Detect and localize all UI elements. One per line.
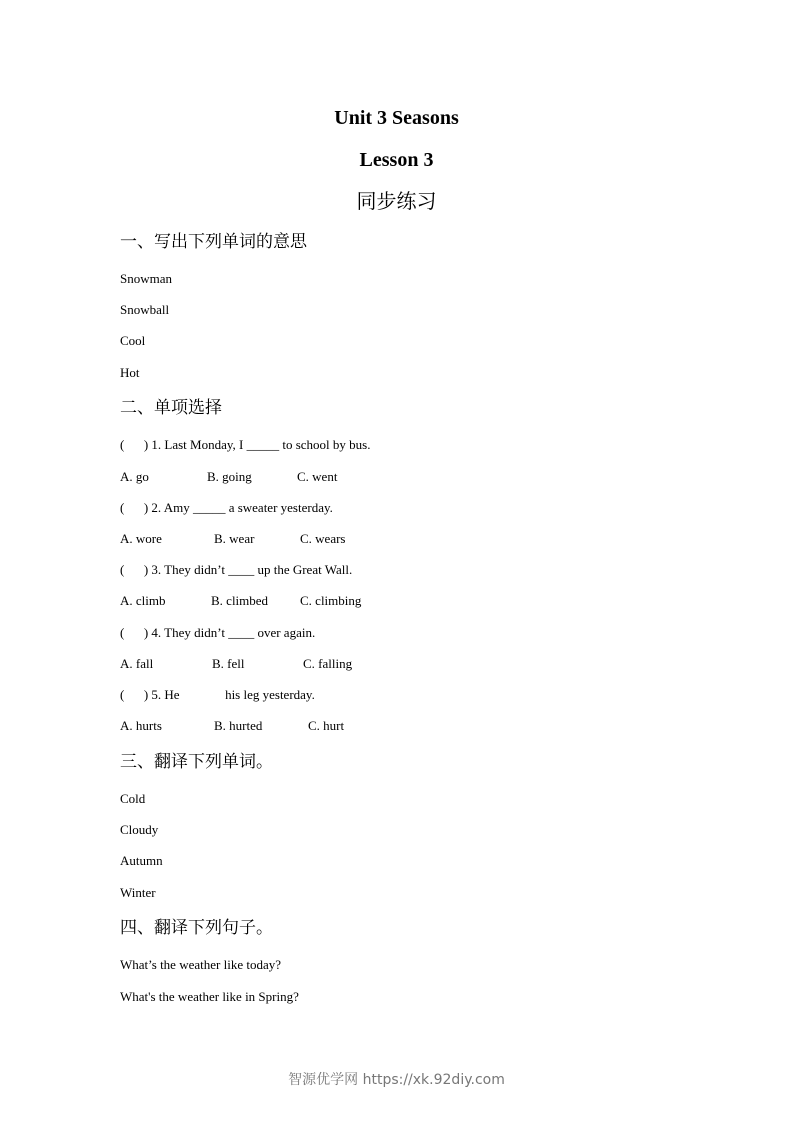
section-4-sentence: What's the weather like in Spring?: [120, 989, 299, 1004]
question-option-b: B. hurted: [214, 718, 263, 733]
question-stem: ( ) 4. They didn’t ____ over again.: [120, 625, 316, 640]
section-3-word: Cloudy: [120, 822, 159, 837]
question-option-a: A. fall: [120, 656, 154, 671]
lesson-title: Lesson 3: [359, 149, 434, 171]
section-1-heading: 一、写出下列单词的意思: [120, 232, 307, 252]
section-1-word: Hot: [120, 365, 140, 380]
question-option-b: B. fell: [212, 656, 245, 671]
question-option-c: C. falling: [303, 656, 353, 671]
section-1-word: Cool: [120, 333, 146, 348]
question-option-c: C. climbing: [300, 593, 362, 608]
question-option-c: C. wears: [300, 531, 346, 546]
section-1-word: Snowman: [120, 271, 172, 286]
section-3-word: Autumn: [120, 853, 163, 868]
question-option-b: B. climbed: [211, 593, 269, 608]
page-subtitle: 同步练习: [356, 189, 437, 213]
question-option-b: B. going: [207, 469, 252, 484]
question-option-b: B. wear: [214, 531, 255, 546]
question-option-a: A. go: [120, 469, 149, 484]
question-stem: ( ) 5. He his leg yesterday.: [120, 687, 315, 702]
question-option-a: A. climb: [120, 593, 166, 608]
section-3-heading: 三、翻译下列单词。: [120, 752, 273, 772]
section-2-heading: 二、单项选择: [120, 398, 222, 418]
section-3-word: Winter: [120, 885, 156, 900]
page-title: Unit 3 Seasons: [334, 107, 459, 129]
question-stem: ( ) 3. They didn’t ____ up the Great Wall.: [120, 562, 353, 577]
question-option-a: A. wore: [120, 531, 162, 546]
question-stem: ( ) 2. Amy _____ a sweater yesterday.: [120, 500, 333, 515]
question-stem: ( ) 1. Last Monday, I _____ to school by bus.: [120, 437, 371, 452]
section-3-word: Cold: [120, 791, 146, 806]
question-option-c: C. hurt: [308, 718, 345, 733]
footer-watermark: 智源优学网 https://xk.92diy.com: [288, 1072, 505, 1088]
section-1-word: Snowball: [120, 302, 170, 317]
question-option-a: A. hurts: [120, 718, 162, 733]
section-4-heading: 四、翻译下列句子。: [120, 918, 273, 938]
question-option-c: C. went: [297, 469, 338, 484]
section-4-sentence: What’s the weather like today?: [120, 957, 281, 972]
